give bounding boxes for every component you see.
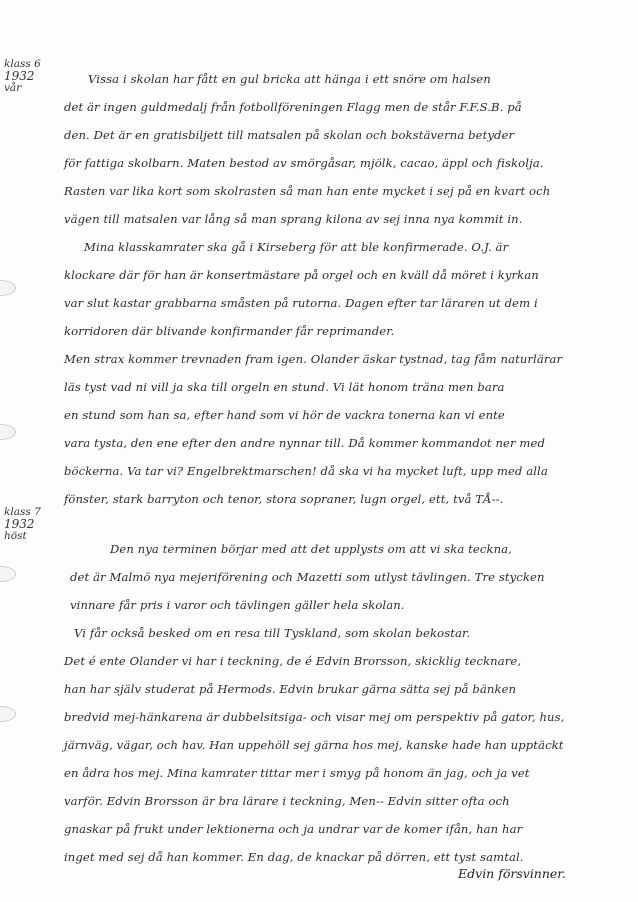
text-line: vara tysta, den ene efter den andre nynnar till. Då kommer kommandot ner med [64, 436, 546, 450]
text-line: gnaskar på frukt under lektionerna och ja undrar var de komer ifån, han har [64, 822, 523, 836]
text-line: Vi får också besked om en resa till Tyskland, som skolan bekostar. [74, 626, 471, 640]
text-line: Men strax kommer trevnaden fram igen. Olander äskar tystnad, tag fåm naturlärar [64, 352, 563, 366]
closing-line: Edvin försvinner. [458, 866, 566, 881]
text-line: bredvid mej-hänkarena är dubbelsitsiga- och visar mej om perspektiv på gator, hus, [64, 710, 565, 724]
text-line: korridoren där blivande konfirmander får reprimander. [64, 324, 395, 338]
punch-hole [0, 280, 16, 296]
text-line: vägen till matsalen var lång så man sprang kilona av sej inna nya kommit in. [64, 212, 523, 226]
text-line: Den nya terminen börjar med att det upplysts om att vi ska teckna, [110, 542, 512, 556]
text-line: inget med sej då han kommer. En dag, de knackar på dörren, ett tyst samtal. [64, 850, 524, 864]
text-line: Mina klasskamrater ska gå i Kirseberg för att ble konfirmerade. O.J. är [84, 240, 509, 254]
text-line: den. Det är en gratisbiljett till matsalen på skolan och bokstäverna betyder [64, 128, 515, 142]
text-line: läs tyst vad ni vill ja ska till orgeln en stund. Vi lät honom träna men bara [64, 380, 505, 394]
text-line: varför. Edvin Brorsson är bra lärare i teckning, Men-- Edvin sitter ofta och [64, 794, 510, 808]
text-line: en ådra hos mej. Mina kamrater tittar mer i smyg på honom än jag, och ja vet [64, 766, 530, 780]
margin-note-term: höst [4, 530, 27, 542]
text-line: det är ingen guldmedalj från fotbollföreningen Flagg men de står F.F.S.B. på [64, 100, 522, 114]
text-line: han har själv studerat på Hermods. Edvin brukar gärna sätta sej på bänken [64, 682, 517, 696]
text-line: järnväg, vägar, och hav. Han uppehöll sej gärna hos mej, kanske hade han upptäckt [64, 738, 564, 752]
punch-hole [0, 424, 16, 440]
margin-note-top [4, 58, 41, 94]
margin-note-class: klass 7 [4, 506, 41, 518]
margin-note-class: klass 6 [4, 58, 41, 70]
margin-note-year: 1932 [4, 69, 35, 83]
text-line: för fattiga skolbarn. Maten bestod av smörgåsar, mjölk, cacao, äppl och fiskolja. [64, 156, 544, 170]
margin-note-term: vår [4, 82, 22, 94]
margin-note-bottom [4, 506, 41, 542]
text-line: vinnare får pris i varor och tävlingen gäller hela skolan. [70, 598, 405, 612]
text-line: Det é ente Olander vi har i teckning, de é Edvin Brorsson, skicklig tecknare, [64, 654, 522, 668]
text-line: en stund som han sa, efter hand som vi hör de vackra tonerna kan vi ente [64, 408, 505, 422]
text-line: var slut kastar grabbarna småsten på rutorna. Dagen efter tar läraren ut dem i [64, 296, 538, 310]
punch-hole [0, 566, 16, 582]
text-line: Vissa i skolan har fått en gul bricka att hänga i ett snöre om halsen [88, 72, 491, 86]
text-line: klockare där för han är konsertmästare på orgel och en kväll då möret i kyrkan [64, 268, 539, 282]
margin-note-year: 1932 [4, 517, 35, 531]
text-line: fönster, stark barryton och tenor, stora sopraner, lugn orgel, ett, två TÅ--. [64, 492, 504, 506]
text-line: böckerna. Va tar vi? Engelbrektmarschen! då ska vi ha mycket luft, upp med alla [64, 464, 548, 478]
text-line: det är Malmö nya mejeriförening och Mazetti som utlyst tävlingen. Tre stycken [70, 570, 545, 584]
punch-hole [0, 706, 16, 722]
text-line: Rasten var lika kort som skolrasten så man han ente mycket i sej på en kvart och [64, 184, 551, 198]
